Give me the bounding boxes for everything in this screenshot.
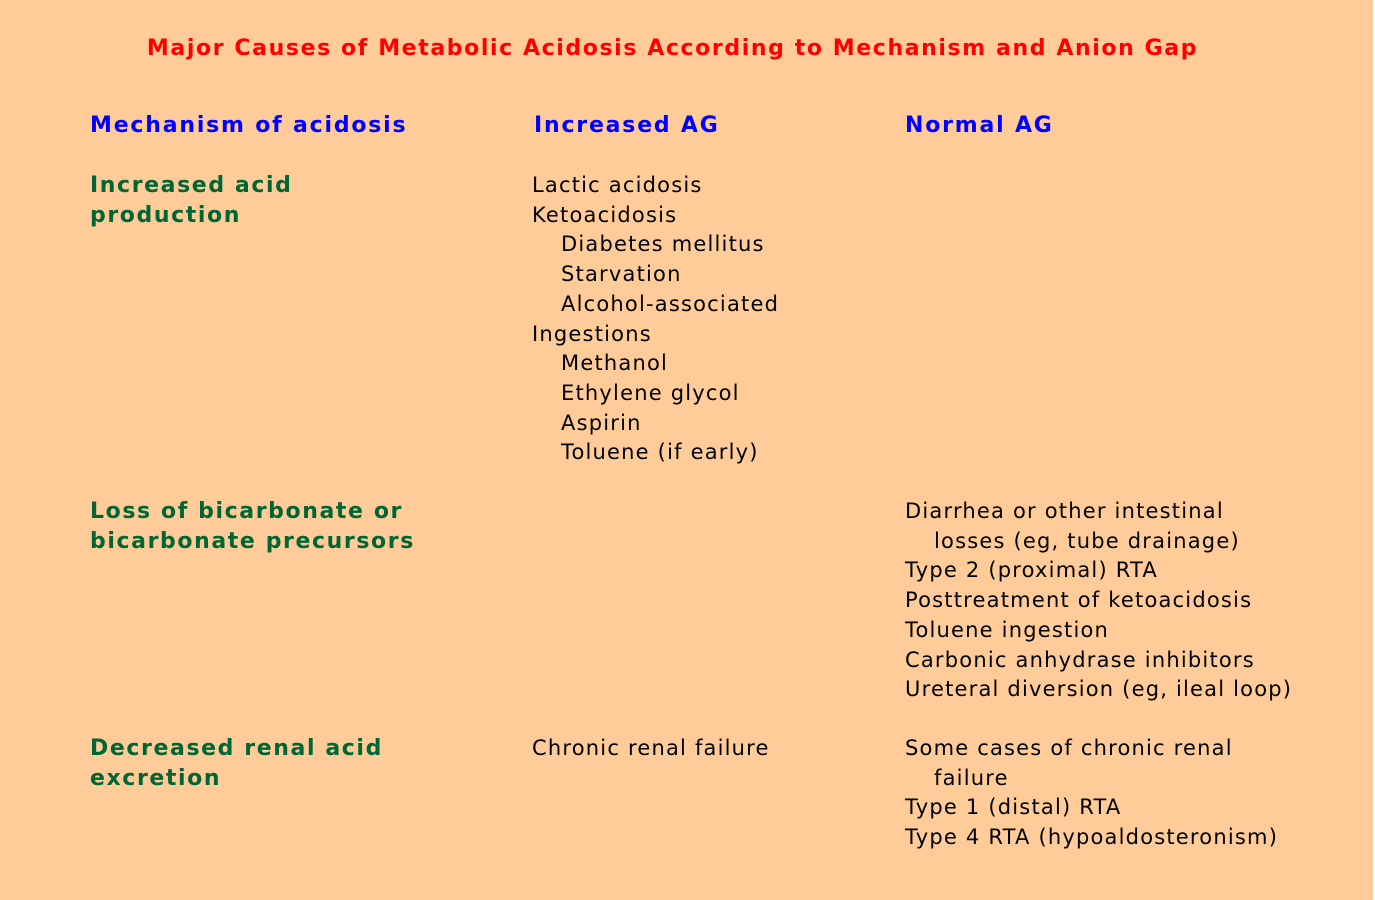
- mechanism-line: Loss of bicarbonate or: [90, 499, 403, 524]
- list-subitem: Diabetes mellitus: [561, 232, 765, 257]
- list-subitem: losses (eg, tube drainage): [934, 528, 1240, 553]
- mechanism-line: Increased acid: [90, 173, 293, 198]
- list-item: Type 1 (distal) RTA: [905, 795, 1122, 820]
- list-item: Some cases of chronic renal: [905, 736, 1233, 760]
- list-subitem: Starvation: [561, 262, 682, 287]
- list-subitem: Methanol: [561, 351, 669, 376]
- mechanism-line: production: [90, 202, 241, 228]
- list-subitem: Aspirin: [561, 410, 642, 435]
- header-increased-ag: Increased AG: [534, 113, 720, 138]
- list-item: Posttreatment of ketoacidosis: [905, 588, 1253, 613]
- list-item: Carbonic anhydrase inhibitors: [905, 647, 1255, 672]
- increased-ag-list-acid-production: [532, 171, 779, 468]
- list-item: Type 2 (proximal) RTA: [905, 558, 1158, 583]
- list-subitem: failure: [934, 765, 1009, 790]
- list-item: Ingestions: [532, 321, 652, 346]
- list-item: Ketoacidosis: [532, 202, 678, 227]
- list-subitem: Ethylene glycol: [561, 380, 740, 405]
- header-mechanism: Mechanism of acidosis: [90, 113, 408, 138]
- increased-ag-list-renal-excretion: [532, 734, 770, 764]
- header-normal-ag: Normal AG: [905, 113, 1054, 138]
- mechanism-line: bicarbonate precursors: [90, 528, 415, 554]
- list-item: Type 4 RTA (hypoaldosteronism): [905, 825, 1279, 850]
- list-subitem: Alcohol-associated: [561, 291, 780, 316]
- list-item: Lactic acidosis: [532, 173, 703, 197]
- mechanism-line: Decreased renal acid: [90, 736, 383, 761]
- mechanism-increased-acid-production: [90, 171, 293, 230]
- list-item: Diarrhea or other intestinal: [905, 499, 1224, 523]
- list-subitem: Toluene (if early): [561, 440, 759, 465]
- mechanism-loss-of-bicarbonate: [90, 497, 415, 556]
- normal-ag-list-bicarbonate-loss: [905, 497, 1292, 705]
- list-item: Ureteral diversion (eg, ileal loop): [905, 677, 1293, 702]
- mechanism-line: excretion: [90, 765, 222, 791]
- list-item: Toluene ingestion: [905, 617, 1110, 642]
- mechanism-decreased-renal-acid-excretion: [90, 734, 383, 793]
- normal-ag-list-renal-excretion: [905, 734, 1278, 853]
- list-item: Chronic renal failure: [532, 736, 770, 760]
- page-title: Major Causes of Metabolic Acidosis According to Mechanism and Anion Gap: [146, 36, 1199, 61]
